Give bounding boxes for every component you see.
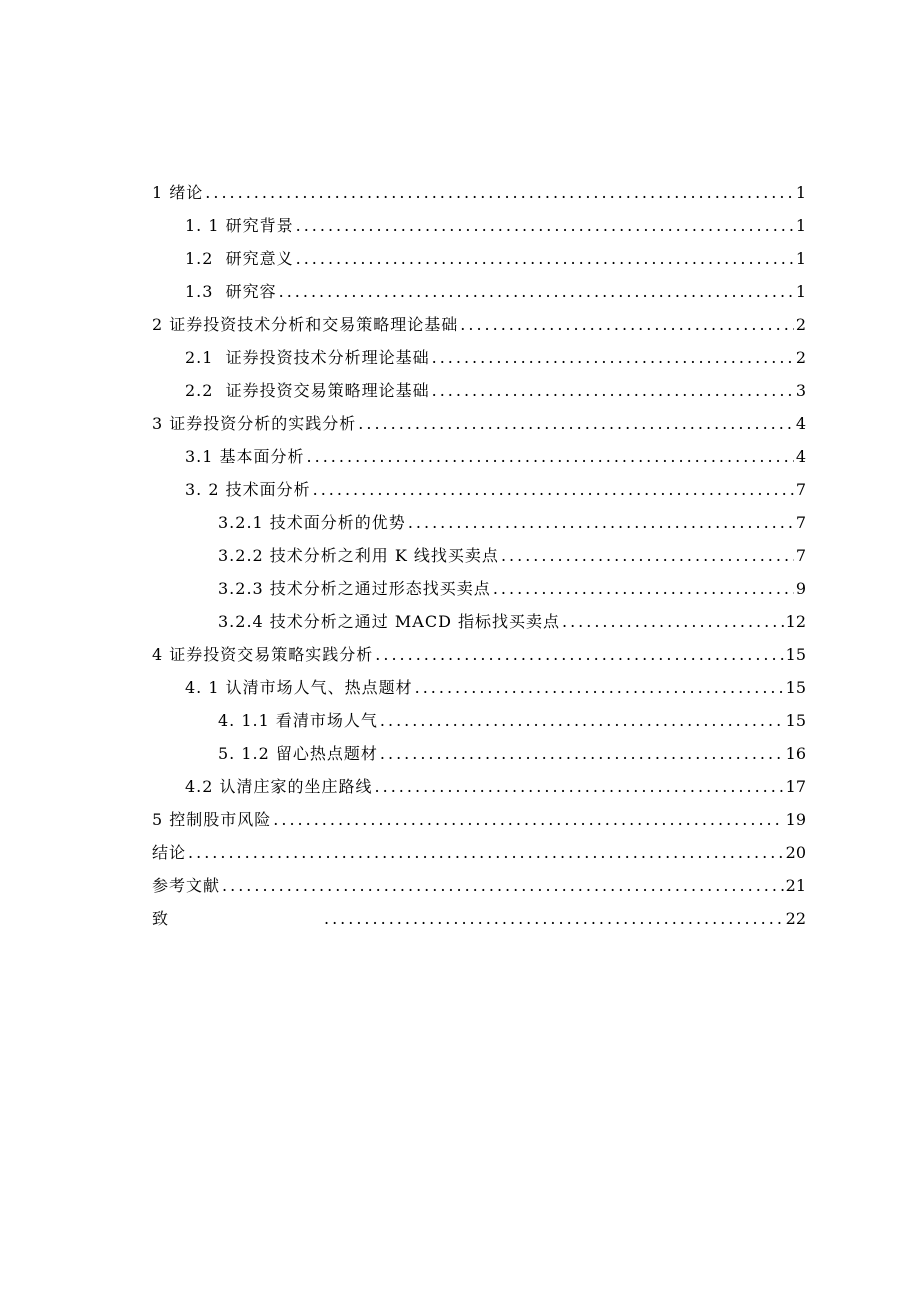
toc-page-number: 1 [795, 216, 806, 235]
toc-entry-5[interactable] [152, 803, 806, 836]
toc-entry-label: 3.2.2 技术分析之利用 K 线找买卖点 [218, 546, 499, 565]
toc-entry-2[interactable] [152, 308, 806, 341]
toc-entry-label: 3 证券投资分析的实践分析 [152, 414, 357, 433]
toc-entry-label: 4 证券投资交易策略实践分析 [152, 645, 374, 664]
toc-entry-label: 3.2.1 技术面分析的优势 [218, 513, 406, 532]
toc-entry-3-2-4[interactable] [218, 605, 806, 638]
toc-page-number: 15 [785, 645, 806, 664]
dot-leader [188, 836, 784, 869]
toc-page-number: 7 [795, 546, 806, 565]
toc-entry-label: 结论 [152, 843, 187, 862]
toc-entry-label: 1.2 研究意义 [185, 249, 294, 268]
toc-page-number: 1 [795, 249, 806, 268]
toc-entry-label: 1. 1 研究背景 [185, 216, 294, 235]
dot-leader [375, 770, 784, 803]
toc-entry-label: 1 绪论 [152, 183, 204, 202]
toc-page-number: 21 [785, 876, 806, 895]
dot-leader [205, 176, 794, 209]
toc-entry-label: 致 [152, 909, 170, 928]
dot-leader [408, 506, 794, 539]
toc-page-number: 12 [785, 612, 806, 631]
toc-page-number: 2 [795, 315, 806, 334]
toc-entry-label: 2 证券投资技术分析和交易策略理论基础 [152, 315, 459, 334]
dot-leader [501, 539, 794, 572]
toc-entry-label: 3.2.3 技术分析之通过形态找买卖点 [218, 579, 491, 598]
toc-entry-2-2[interactable] [185, 374, 806, 407]
toc-page-number: 7 [795, 480, 806, 499]
toc-entry-label: 4. 1.1 看清市场人气 [218, 711, 378, 730]
dot-leader [313, 473, 794, 506]
toc-entry-label: 5 控制股市风险 [152, 810, 272, 829]
toc-entry-label: 2.2 证券投资交易策略理论基础 [185, 381, 430, 400]
toc-page-number: 16 [785, 744, 806, 763]
toc-entry-2-1[interactable] [185, 341, 806, 374]
toc-entry-3-2-2[interactable] [218, 539, 806, 572]
dot-leader [562, 605, 784, 638]
toc-entry-4[interactable] [152, 638, 806, 671]
toc-entry-label: 4.2 认清庄家的坐庄路线 [185, 777, 373, 796]
toc-entry-4-1-2[interactable] [218, 737, 806, 770]
toc-entry-3-1[interactable] [185, 440, 806, 473]
toc-page-number: 15 [785, 678, 806, 697]
dot-leader [358, 407, 794, 440]
toc-entry-label: 5. 1.2 留心热点题材 [218, 744, 378, 763]
dot-leader [432, 374, 794, 407]
dot-leader [375, 638, 783, 671]
toc-entry-1-1[interactable] [185, 209, 806, 242]
toc-page-number: 9 [795, 579, 806, 598]
toc-entry-3-2-1[interactable] [218, 506, 806, 539]
toc-entry-label: 3.2.4 技术分析之通过 MACD 指标找买卖点 [218, 612, 560, 631]
dot-leader [460, 308, 794, 341]
dot-leader [493, 572, 794, 605]
dot-leader [222, 869, 784, 902]
toc-page-number: 7 [795, 513, 806, 532]
toc-entry-references[interactable] [152, 869, 806, 902]
toc-page-number: 19 [785, 810, 806, 829]
toc-entry-3-2-3[interactable] [218, 572, 806, 605]
toc-entry-4-1-1[interactable] [218, 704, 806, 737]
toc-page-number: 4 [795, 447, 806, 466]
toc-entry-1-2[interactable] [185, 242, 806, 275]
toc-entry-label: 参考文献 [152, 876, 221, 895]
toc-entry-label: 2.1 证券投资技术分析理论基础 [185, 348, 430, 367]
dot-leader [307, 440, 794, 473]
dot-leader [324, 902, 784, 935]
toc-entry-1[interactable] [152, 176, 806, 209]
toc-page-number: 2 [795, 348, 806, 367]
toc-entry-label: 1.3 研究容 [185, 282, 277, 301]
toc-entry-acknowledgements[interactable] [152, 902, 806, 935]
toc-page-number: 15 [785, 711, 806, 730]
toc-page-number: 17 [785, 777, 806, 796]
toc-entry-4-2[interactable] [185, 770, 806, 803]
toc-page-number: 1 [795, 183, 806, 202]
toc-entry-3-2[interactable] [185, 473, 806, 506]
toc-page-number: 3 [795, 381, 806, 400]
toc-page-number: 1 [795, 282, 806, 301]
toc-page-number: 4 [795, 414, 806, 433]
toc-entry-3[interactable] [152, 407, 806, 440]
dot-leader [380, 737, 784, 770]
dot-leader [296, 209, 794, 242]
dot-leader [415, 671, 784, 704]
toc-page-number: 22 [785, 909, 806, 928]
toc-entry-label: 3.1 基本面分析 [185, 447, 305, 466]
toc-entry-label: 4. 1 认清市场人气、热点题材 [185, 678, 413, 697]
dot-leader [273, 803, 783, 836]
toc-page-number: 20 [785, 843, 806, 862]
dot-leader [432, 341, 794, 374]
dot-leader [380, 704, 784, 737]
dot-leader [279, 275, 794, 308]
dot-leader [296, 242, 794, 275]
toc-entry-conclusion[interactable] [152, 836, 806, 869]
toc-entry-1-3[interactable] [185, 275, 806, 308]
toc-entry-label: 3. 2 技术面分析 [185, 480, 311, 499]
toc-entry-4-1[interactable] [185, 671, 806, 704]
